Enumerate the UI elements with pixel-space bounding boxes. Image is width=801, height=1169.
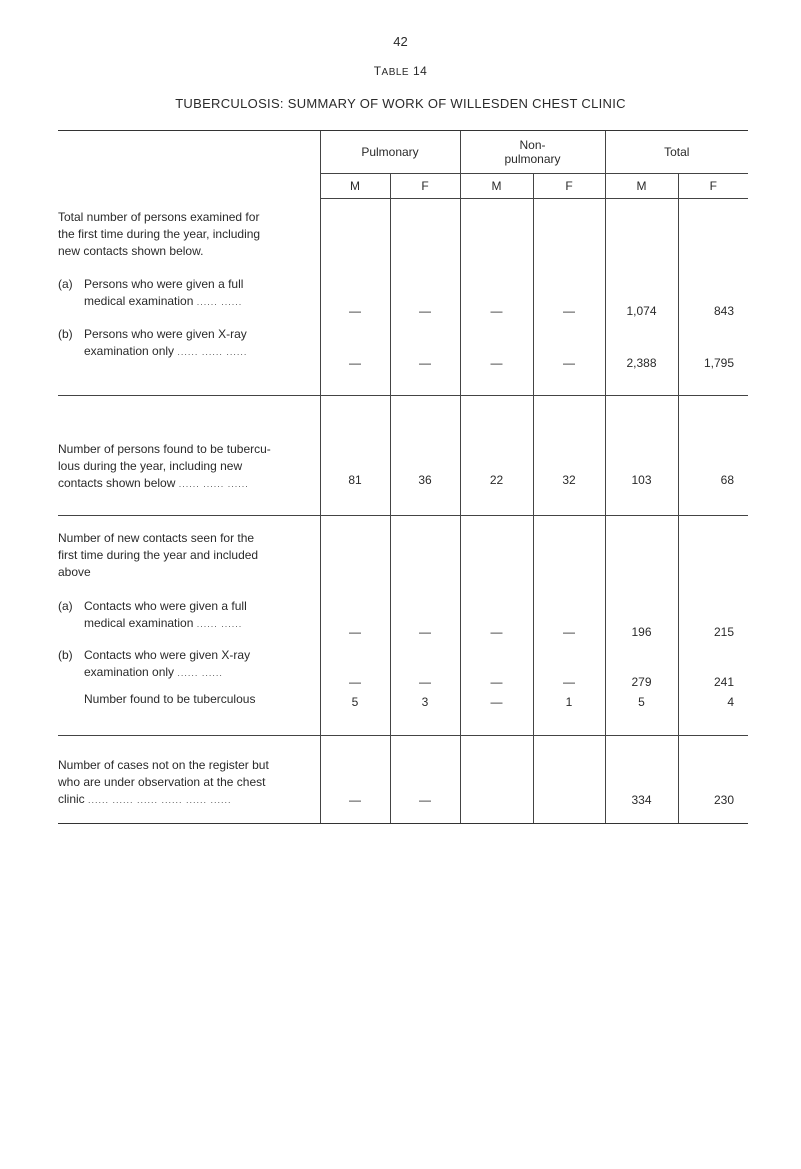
blank-cell: [605, 516, 678, 592]
blank-cell: Number found to be tuberculous: [84, 691, 256, 706]
table-cell: —: [320, 735, 390, 823]
subheader-f: F: [390, 174, 460, 199]
section-1-intro: [58, 199, 748, 270]
blank-cell: Number of new contacts seen for the first time during the year and included above: [58, 516, 320, 592]
blank-cell: [58, 376, 320, 396]
table-cell: 5: [320, 689, 390, 709]
header-blank: [58, 131, 320, 174]
table-cell: 843: [678, 270, 748, 318]
table-cell: —: [320, 318, 390, 376]
header-pulmonary: Pulmonary: [320, 131, 460, 174]
table-cell: —: [460, 591, 533, 639]
subheader-m: M: [460, 174, 533, 199]
blank-cell: [390, 709, 460, 735]
blank-cell: [320, 199, 390, 270]
blank-cell: (a) Persons who were given a full medical examination ...... ......: [58, 277, 244, 308]
table-cell: 68: [678, 396, 748, 516]
blank-cell: [320, 516, 390, 592]
table-cell: 1,074: [605, 270, 678, 318]
blank-cell: [390, 376, 460, 396]
blank-cell: [460, 199, 533, 270]
blank-cell: [678, 199, 748, 270]
table-cell: 196: [605, 591, 678, 639]
table-cell: 334: [605, 735, 678, 823]
table-cell: 5: [605, 689, 678, 709]
blank-cell: Total number of persons examined for the first time during the year, including new contacts shown below.: [58, 209, 261, 258]
blank-cell: Number of persons found to be tubercu- lous during the year, including new contacts shown below ...... ...... ......: [58, 396, 320, 516]
blank-cell: [605, 199, 678, 270]
subheader-f: F: [678, 174, 748, 199]
table-cell: 36: [390, 396, 460, 516]
table-cell: 230: [678, 735, 748, 823]
page-number: 42: [393, 34, 408, 49]
table-cell: —: [390, 735, 460, 823]
blank-cell: [533, 709, 605, 735]
table-cell: 4: [678, 689, 748, 709]
table-cell: 241: [678, 639, 748, 689]
header-total: Total: [605, 131, 748, 174]
blank-cell: [320, 376, 390, 396]
table-row: [58, 689, 748, 709]
table-row: [58, 735, 748, 823]
blank-cell: Number of cases not on the register but who are under observation at the chest clinic ...... ...... ...... ...... ...... ......: [58, 735, 320, 823]
table-cell: —: [320, 639, 390, 689]
table-cell: 2,388: [605, 318, 678, 376]
blank-cell: (a) Contacts who were given a full medical examination ...... ......: [58, 598, 247, 630]
table-title: TUBERCULOSIS: SUMMARY OF WORK OF WILLESDEN CHEST CLINIC: [175, 96, 626, 111]
table-row: [58, 318, 748, 376]
table-cell: 32: [533, 396, 605, 516]
blank-cell: [533, 199, 605, 270]
section-3-intro: [58, 516, 748, 592]
table-cell: —: [390, 639, 460, 689]
blank-cell: [678, 516, 748, 592]
table-cell: —: [320, 270, 390, 318]
table-cell: —: [390, 591, 460, 639]
summary-table: [58, 130, 748, 824]
table-cell: 3: [390, 689, 460, 709]
table-cell: —: [390, 270, 460, 318]
blank-cell: [605, 376, 678, 396]
blank-cell: [605, 709, 678, 735]
blank-cell: [678, 376, 748, 396]
table-row: [58, 270, 748, 318]
table-cell: —: [460, 689, 533, 709]
table-row: [58, 591, 748, 639]
table-cell: 1: [533, 689, 605, 709]
blank-cell: [390, 516, 460, 592]
blank-cell: [460, 516, 533, 592]
table-row: [58, 396, 748, 516]
blank-cell: [58, 709, 320, 735]
table-cell: 81: [320, 396, 390, 516]
table-cell: —: [460, 270, 533, 318]
blank-cell: [460, 709, 533, 735]
table-cell: —: [533, 591, 605, 639]
table-cell: 279: [605, 639, 678, 689]
table-cell: —: [460, 318, 533, 376]
blank-cell: [533, 516, 605, 592]
table-cell: —: [533, 270, 605, 318]
blank-cell: [320, 709, 390, 735]
subheader-m: M: [320, 174, 390, 199]
blank-cell: [460, 376, 533, 396]
table-cell: 22: [460, 396, 533, 516]
table-label: TABLE 14: [373, 64, 428, 78]
table-cell: [460, 735, 533, 823]
subheader-m: M: [605, 174, 678, 199]
header-non-pulmonary: Non- pulmonary: [460, 131, 605, 174]
table-cell: 103: [605, 396, 678, 516]
table-cell: 1,795: [678, 318, 748, 376]
table-cell: —: [320, 591, 390, 639]
blank-cell: (b) Contacts who were given X-ray examination only ...... ......: [58, 647, 251, 679]
table-cell: —: [390, 318, 460, 376]
blank-cell: [390, 199, 460, 270]
table-cell: 215: [678, 591, 748, 639]
table-cell: —: [533, 639, 605, 689]
blank-cell: [678, 709, 748, 735]
blank-cell: (b) Persons who were given X-ray examination only ...... ...... ......: [58, 327, 248, 358]
table-cell: —: [533, 318, 605, 376]
table-row: [58, 639, 748, 689]
blank-cell: [533, 376, 605, 396]
table-cell: —: [460, 639, 533, 689]
blank-cell: [58, 174, 320, 199]
subheader-f: F: [533, 174, 605, 199]
table-cell: [533, 735, 605, 823]
